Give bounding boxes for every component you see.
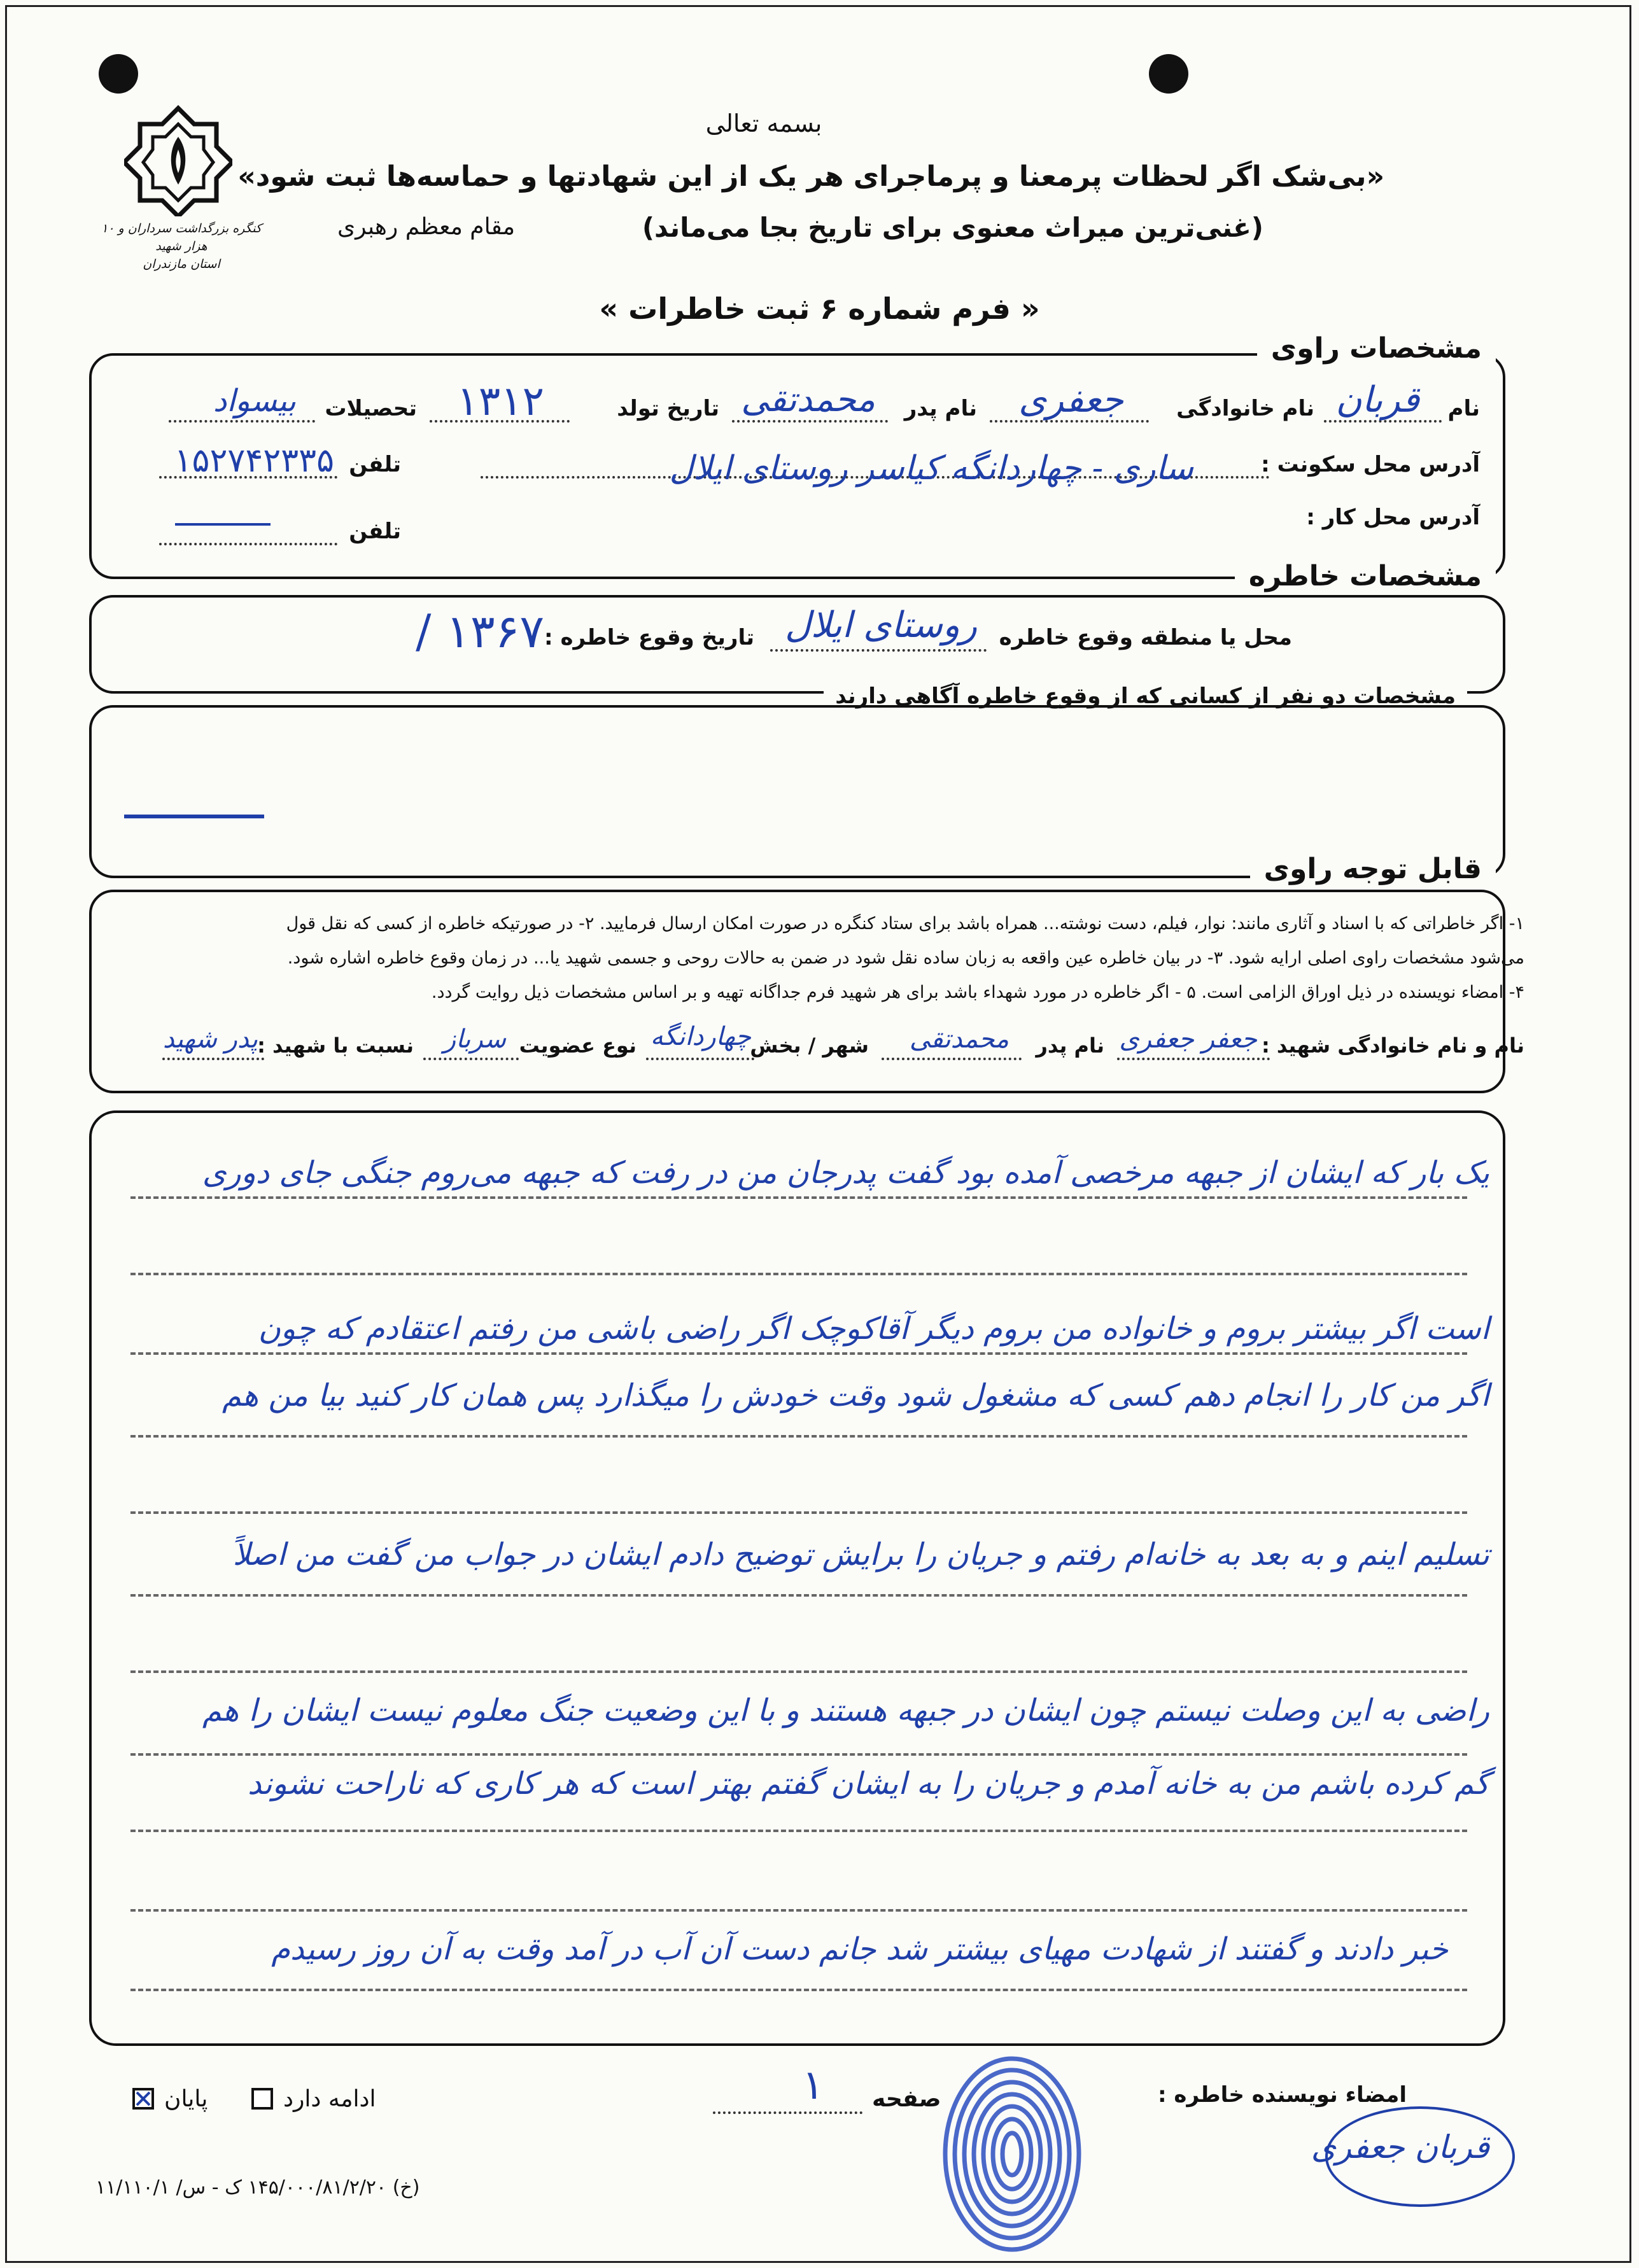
narrator-work-label: آدرس محل کار :	[1306, 505, 1480, 530]
narrative-rule	[130, 1989, 1467, 1991]
form-title: « فرم شماره ۶ ثبت خاطرات »	[599, 291, 1040, 326]
page-number-value: ۱	[802, 2062, 824, 2109]
martyr-city-line	[646, 1058, 754, 1060]
continued-checkbox[interactable]	[251, 2088, 273, 2110]
narrative-rule	[130, 1670, 1467, 1673]
memory-place-line	[770, 649, 987, 652]
check-mark-icon	[135, 2090, 151, 2107]
narrative-rule	[130, 1352, 1467, 1355]
narrator-family-label: نام خانوادگی	[1176, 396, 1314, 421]
narrative-box	[89, 1110, 1505, 2046]
note-line-2: می‌شود مشخصات راوی اصلی ارایه شود. ۳- در بیان خاطره عین واقعه به زبان ساده نقل شود در ضمن به حالات روحی و جسمی شهید یا... در زمان وقوع خاطره اشاره شود.	[287, 948, 1524, 968]
memory-section-title: مشخصات خاطره	[1235, 560, 1496, 592]
martyr-father-value: محمدتقی	[909, 1025, 1009, 1054]
narrator-birth-value: ۱۳۱۲	[456, 378, 544, 425]
narrator-edu-line	[169, 420, 315, 423]
note-line-1: ۱- اگر خاطراتی که با اسناد و آثاری مانند: نوار، فیلم، دست نوشته... همراه باشد برای ستاد کنگره در صورت امکان ارسال فرمایید. ۲- در صورتیکه خاطره از کسی که نقل قول	[286, 914, 1524, 934]
narrator-edu-label: تحصیلات	[325, 396, 417, 421]
quote-line-2: (غنی‌ترین میراث معنوی برای تاریخ بجا می‌ماند)	[642, 212, 1263, 243]
memory-date-label: تاریخ وقوع خاطره :	[544, 625, 754, 650]
page-number-line	[713, 2111, 862, 2114]
martyr-membership-value: سرباز	[443, 1025, 506, 1054]
note-line-3: ۴- امضاء نویسنده در ذیل اوراق الزامی است. ۵ - اگر خاطره در مورد شهداء باشد برای هر شهید فرم جداگانه تهیه و بر اساس مشخصات ذیل روایت گردد.	[431, 983, 1524, 1002]
page-label: صفحه	[872, 2086, 941, 2112]
emblem-caption: کنگره بزرگداشت سرداران و ۱۰ هزار شهید	[101, 221, 262, 253]
narrator-father-value: محمدتقی	[741, 379, 875, 419]
martyr-name-label: نام و نام خانوادگی شهید :	[1261, 1033, 1524, 1058]
narrator-phone-value: ۱۵۲۷۴۲۳۳۵	[174, 442, 334, 480]
narrative-rule	[130, 1753, 1467, 1756]
narrative-rule	[130, 1909, 1467, 1912]
martyr-membership-label: نوع عضویت	[519, 1033, 637, 1058]
narrative-rule	[130, 1435, 1467, 1438]
form-code: (خ) ۱۴۵/۰۰۰/۸۱/۲/۲۰ ک - س/ ۱۱/۱۱۰/۱	[95, 2176, 420, 2199]
narrative-line-3: است اگر بیشتر بروم و خانواده من بروم دیگر آقاکوچک اگر راضی باشی من رفتم اعتقادم که چون	[258, 1311, 1489, 1347]
witnesses-title: مشخصات دو نفر از کسانی که از وقوع خاطره آگاهی دارند	[824, 683, 1467, 709]
narrative-line-9: گم کرده باشم من به خانه آمدم و جریان را به ایشان گفتم بهتر است که هر کاری که ناراحت نشوند	[248, 1766, 1489, 1802]
narrative-line-6: تسلیم اینم و به بعد به خانه‌ام رفتم و جریان را برایش توضیح دادم ایشان در جواب من گفت من اصلاً	[232, 1537, 1489, 1572]
narrative-rule	[130, 1511, 1467, 1514]
narrator-birth-label: تاریخ تولد	[617, 396, 719, 421]
quote-line-1: «بی‌شک اگر لحظات پرمعنا و پرماجرای هر یک از این شهادتها و حماسه‌ها ثبت شود»	[237, 160, 1384, 193]
fingerprint	[936, 2049, 1088, 2259]
narrative-line-11: خبر دادند و گفتند از شهادت مهیای بیشتر شد جانم دست آن آب در آمد وقت به آن روز رسیدم	[271, 1931, 1448, 1967]
memory-place-value: روستای ایلال	[785, 605, 977, 646]
punch-hole-left	[99, 54, 138, 94]
signature-value: قربان جعفری	[1311, 2129, 1489, 2166]
punch-hole-right	[1149, 54, 1188, 94]
ended-checkbox[interactable]	[132, 2088, 154, 2110]
witness-2-strike	[124, 815, 264, 818]
martyr-name-line	[1117, 1058, 1270, 1060]
continued-label: ادامه دارد	[283, 2086, 376, 2112]
narrator-name-value: قربان	[1335, 379, 1419, 421]
narrative-rule	[130, 1830, 1467, 1832]
narrator-address-value: ساری - چهاردانگه کیاسر روستای ایلال	[669, 449, 1193, 487]
narrative-rule	[130, 1273, 1467, 1275]
narrative-rule	[130, 1594, 1467, 1597]
signature-label: امضاء نویسنده خاطره :	[1157, 2082, 1407, 2108]
martyr-father-line	[882, 1058, 1022, 1060]
martyr-relation-label: نسبت با شهید :	[257, 1033, 414, 1058]
narrator-section-title: مشخصات راوی	[1257, 332, 1496, 365]
quote-source: مقام معظم رهبری	[337, 214, 516, 240]
narrator-address-label: آدرس محل سکونت :	[1261, 452, 1480, 477]
narrator-name-label: نام	[1447, 396, 1480, 421]
narrative-line-8: راضی به این وصلت نیستم چون ایشان در جبهه هستند و با این وضعیت جنگ معلوم نیست ایشان را هم	[202, 1693, 1489, 1728]
martyr-relation-value: پدر شهید	[162, 1025, 258, 1054]
invocation: بسمه تعالی	[705, 109, 822, 137]
work-phone-dash	[175, 523, 271, 526]
narrator-father-label: نام پدر	[904, 396, 977, 421]
narrative-line-1: یک بار که ایشان از جبهه مرخصی آمده بود گفت پدرجان من در رفت که جبهه می‌روم جنگی جای دوری	[202, 1155, 1489, 1191]
fingerprint-icon	[936, 2049, 1088, 2259]
memory-date-value: ۱۳۶۷ /	[416, 605, 544, 658]
martyr-city-value: چهاردانگه	[650, 1022, 751, 1051]
martyr-relation-line	[162, 1058, 264, 1060]
narrative-line-4: اگر من کار را انجام دهم کسی که مشغول شود وقت خودش را میگذارد پس همان کار کنید بیا من هم	[222, 1378, 1489, 1413]
emblem-caption-province: استان مازندران	[143, 257, 220, 271]
narrator-father-line	[732, 420, 888, 423]
martyr-membership-line	[423, 1058, 519, 1060]
martyr-name-value: جعفر جعفری	[1119, 1025, 1257, 1054]
narrator-edu-value: بیسواد	[213, 383, 296, 419]
ended-label: پایان	[164, 2086, 208, 2112]
martyr-city-label: شهر / بخش	[750, 1033, 869, 1058]
narrator-phone-label: تلفن	[349, 452, 401, 477]
martyr-father-label: نام پدر	[1036, 1033, 1104, 1058]
narrator-work-phone-label: تلفن	[349, 519, 401, 544]
narrator-family-value: جعفری	[1018, 379, 1123, 421]
notes-section-title: قابل توجه راوی	[1250, 853, 1496, 885]
narrative-rule	[130, 1196, 1467, 1199]
narrator-work-phone-line	[159, 543, 337, 545]
memory-place-label: محل یا منطقه وقوع خاطره	[999, 625, 1292, 650]
